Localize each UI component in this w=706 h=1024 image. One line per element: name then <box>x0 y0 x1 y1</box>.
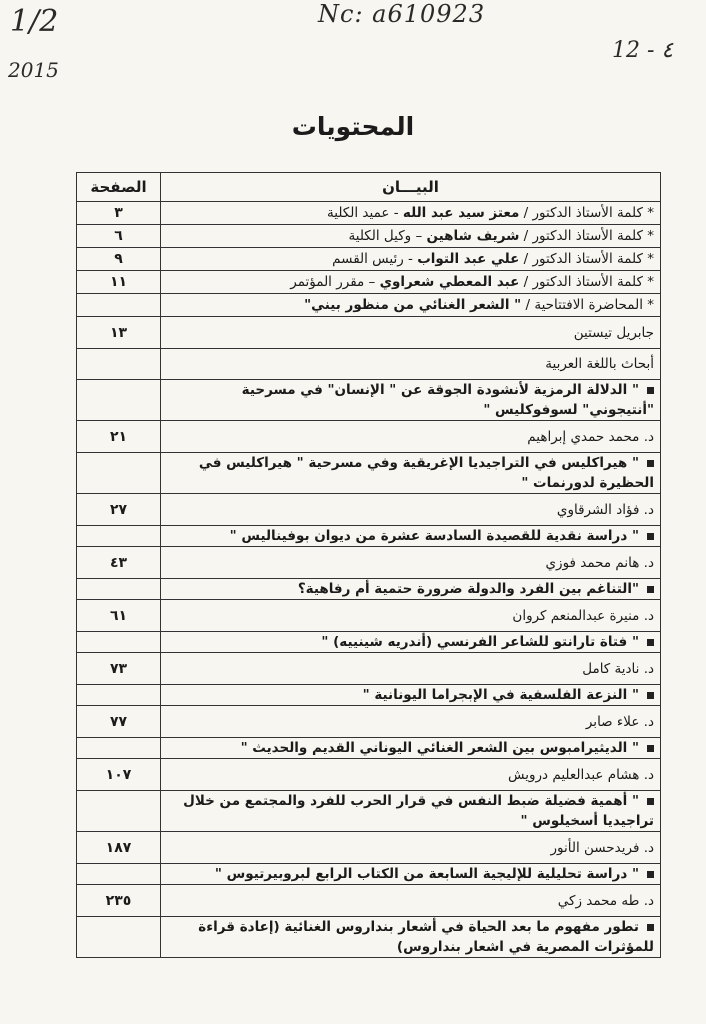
author-row <box>77 547 661 579</box>
official-bullet: * <box>642 205 654 221</box>
official-prefix: كلمة الأستاذ الدكتور / <box>519 251 643 267</box>
paper-row <box>77 791 661 832</box>
author-row <box>77 759 661 791</box>
author-row <box>77 706 661 738</box>
author-page: ٢٧ <box>77 494 161 526</box>
paper-title <box>161 380 661 421</box>
official-page: ١١ <box>77 271 161 294</box>
author-page: ٤٣ <box>77 547 161 579</box>
section-page <box>77 349 161 380</box>
paper-title <box>161 738 661 759</box>
official-entry <box>161 225 661 248</box>
contents-table <box>76 172 661 958</box>
paper-page <box>77 579 161 600</box>
paper-title-text: " الدلالة الرمزية لأنشودة الجوقة عن " الإنسان" في مسرحية "أنتيجوني" لسوفوكليس " <box>241 382 654 418</box>
bullet-icon <box>647 586 654 593</box>
paper-title-text: " هيراكليس في التراجيديا الإغريقية وفي مسرحية " هيراكليس في الحظيرة لدورنمات " <box>198 455 654 491</box>
author-name: د. هشام عبدالعليم درويش <box>161 759 661 791</box>
paper-title <box>161 579 661 600</box>
official-role: – مقرر المؤتمر <box>290 274 380 290</box>
paper-page <box>77 380 161 421</box>
paper-page <box>77 526 161 547</box>
header-description: البيـــان <box>161 173 661 202</box>
paper-title <box>161 917 661 958</box>
author-row <box>77 885 661 917</box>
official-entry <box>161 271 661 294</box>
bullet-icon <box>647 798 654 805</box>
paper-title <box>161 685 661 706</box>
official-role: - عميد الكلية <box>327 205 403 221</box>
author-page: ٢١ <box>77 421 161 453</box>
section-heading: أبحاث باللغة العربية <box>161 349 661 380</box>
contents-body <box>77 202 661 958</box>
paper-row <box>77 453 661 494</box>
author-row <box>77 653 661 685</box>
official-page: ٣ <box>77 202 161 225</box>
paper-title-text: "التناغم بين الفرد والدولة ضرورة حتمية أم رفاهية؟ <box>297 581 639 597</box>
bullet-icon <box>647 387 654 394</box>
paper-row <box>77 917 661 958</box>
official-entry <box>161 248 661 271</box>
official-bullet: * <box>642 297 654 313</box>
official-page: ٩ <box>77 248 161 271</box>
bullet-icon <box>647 924 654 931</box>
author-page: ٧٣ <box>77 653 161 685</box>
author-row <box>77 600 661 632</box>
bullet-icon <box>647 639 654 646</box>
author-name: د. فريدحسن الأنور <box>161 832 661 864</box>
official-name: " الشعر الغنائي من منظور بيني" <box>304 297 522 313</box>
paper-title-text: " أهمية فضيلة ضبط النفس في قرار الحرب للفرد والمجتمع من خلال تراجيديا أسخيلوس " <box>183 793 654 829</box>
official-entry <box>161 294 661 317</box>
paper-title <box>161 864 661 885</box>
official-bullet: * <box>642 274 654 290</box>
author-page: ٦١ <box>77 600 161 632</box>
paper-title <box>161 453 661 494</box>
official-prefix: المحاضرة الافتتاحية / <box>521 297 643 313</box>
paper-row <box>77 864 661 885</box>
official-row <box>77 225 661 248</box>
handwritten-year: 2015 <box>8 58 59 82</box>
paper-row <box>77 685 661 706</box>
official-prefix: كلمة الأستاذ الدكتور / <box>519 274 643 290</box>
handwritten-fraction: 1/2 <box>10 4 59 39</box>
official-entry <box>161 202 661 225</box>
official-name: شريف شاهين <box>426 228 520 244</box>
page-title: المحتويات <box>291 112 415 141</box>
paper-page <box>77 864 161 885</box>
author-name: جابريل تيستين <box>161 317 661 349</box>
official-row <box>77 202 661 225</box>
paper-page <box>77 791 161 832</box>
author-name: د. علاء صابر <box>161 706 661 738</box>
handwritten-page-ref: 12 - ٤ <box>612 38 674 63</box>
author-name: د. فؤاد الشرقاوي <box>161 494 661 526</box>
official-name: علي عبد التواب <box>417 251 520 267</box>
author-name: د. محمد حمدي إبراهيم <box>161 421 661 453</box>
paper-row <box>77 380 661 421</box>
author-page: ١٨٧ <box>77 832 161 864</box>
author-row <box>77 494 661 526</box>
author-page: ١٣ <box>77 317 161 349</box>
author-row <box>77 317 661 349</box>
bullet-icon <box>647 533 654 540</box>
section-row <box>77 349 661 380</box>
paper-title-text: " الديثيرامبوس بين الشعر الغنائي اليوناني القديم والحديث " <box>240 740 639 756</box>
bullet-icon <box>647 460 654 467</box>
bullet-icon <box>647 745 654 752</box>
author-page: ٧٧ <box>77 706 161 738</box>
paper-title <box>161 632 661 653</box>
header-page: الصفحة <box>77 173 161 202</box>
paper-title-text: " فتاة تارانتو للشاعر الفرنسي (أندريه شينييه) " <box>321 634 639 650</box>
paper-page <box>77 738 161 759</box>
paper-page <box>77 632 161 653</box>
official-page <box>77 294 161 317</box>
author-name: د. طه محمد زكي <box>161 885 661 917</box>
author-name: د. نادية كامل <box>161 653 661 685</box>
official-row <box>77 271 661 294</box>
handwritten-catalog-code: Nc: a610923 <box>318 0 486 28</box>
paper-page <box>77 453 161 494</box>
paper-title-text: " النزعة الفلسفية في الإبجراما اليونانية " <box>362 687 639 703</box>
author-name: د. هانم محمد فوزي <box>161 547 661 579</box>
bullet-icon <box>647 871 654 878</box>
paper-title-text: " دراسة تحليلية للإليجية السابعة من الكتاب الرابع لبروبيرتيوس " <box>214 866 639 882</box>
bullet-icon <box>647 692 654 699</box>
official-role: – وكيل الكلية <box>348 228 427 244</box>
official-prefix: كلمة الأستاذ الدكتور / <box>519 205 643 221</box>
official-name: معتز سيد عبد الله <box>402 205 520 221</box>
paper-title-text: تطور مفهوم ما بعد الحياة في أشعار بنداروس الغنائية (إعادة قراءة للمؤثرات المصرية في اشعار بنداروس) <box>198 919 654 955</box>
paper-page <box>77 685 161 706</box>
official-bullet: * <box>642 228 654 244</box>
author-name: د. منيرة عبدالمنعم كروان <box>161 600 661 632</box>
official-row <box>77 294 661 317</box>
paper-title <box>161 791 661 832</box>
author-page: ٢٣٥ <box>77 885 161 917</box>
author-row <box>77 421 661 453</box>
official-page: ٦ <box>77 225 161 248</box>
official-prefix: كلمة الأستاذ الدكتور / <box>519 228 643 244</box>
paper-title-text: " دراسة نقدية للقصيدة السادسة عشرة من ديوان بوفيناليس " <box>229 528 639 544</box>
paper-row <box>77 632 661 653</box>
author-page: ١٠٧ <box>77 759 161 791</box>
author-row <box>77 832 661 864</box>
official-role: - رئيس القسم <box>332 251 418 267</box>
paper-page <box>77 917 161 958</box>
official-bullet: * <box>642 251 654 267</box>
paper-row <box>77 526 661 547</box>
paper-title <box>161 526 661 547</box>
official-name: عبد المعطي شعراوي <box>379 274 520 290</box>
table-header-row <box>77 173 661 202</box>
official-row <box>77 248 661 271</box>
paper-row <box>77 579 661 600</box>
paper-row <box>77 738 661 759</box>
